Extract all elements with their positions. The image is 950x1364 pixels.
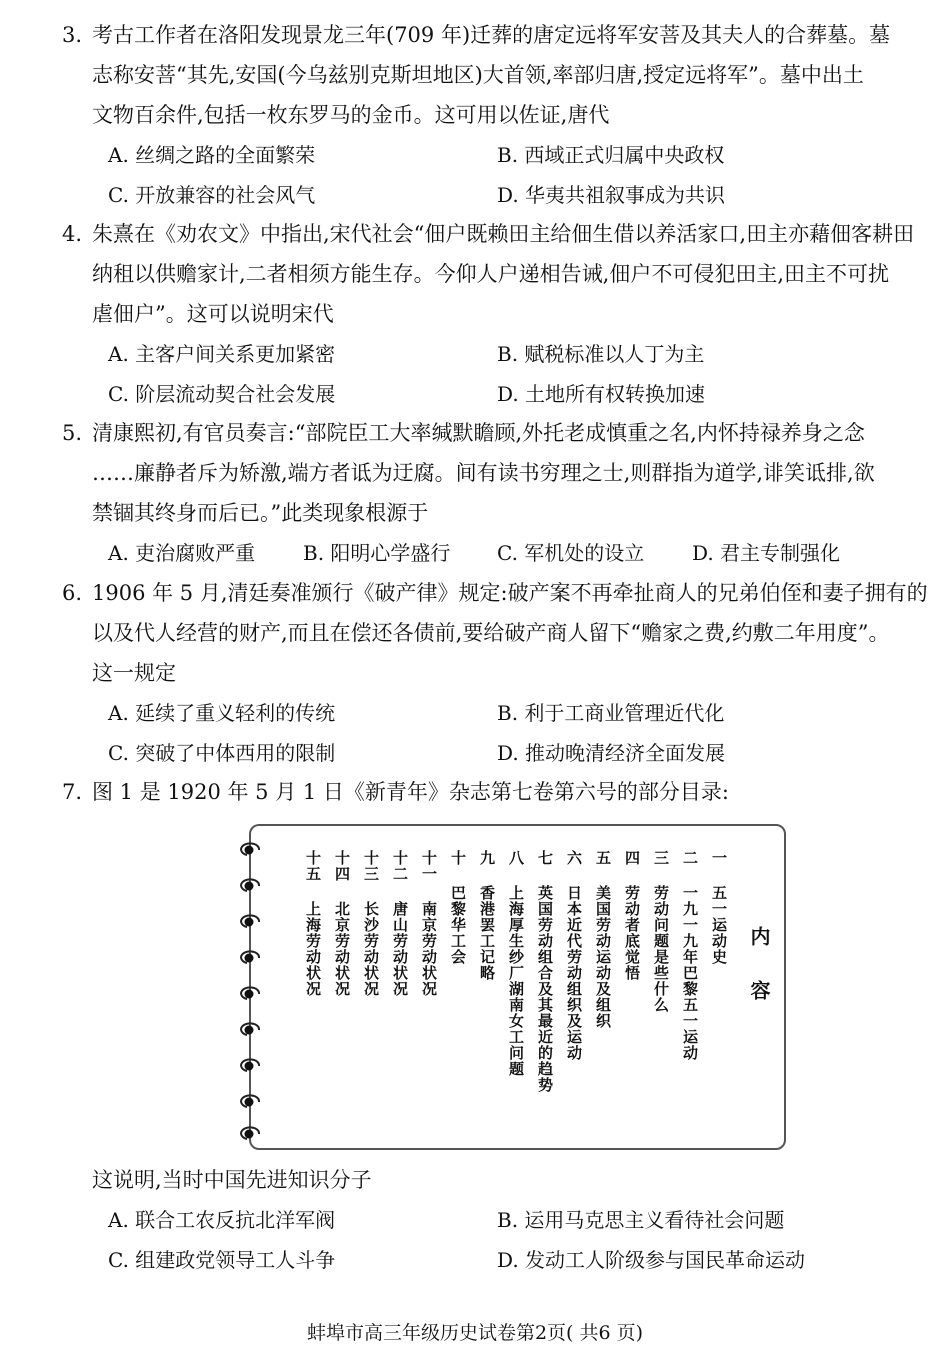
binder-ring [233, 986, 263, 1002]
q3-option-a: A. 丝绸之路的全面繁荣 [108, 143, 316, 167]
q6-option-a: A. 延续了重义轻利的传统 [108, 701, 336, 725]
toc-entry-7: 七 英国劳动组合及其最近的趋势 [536, 850, 554, 1093]
binder-ring [233, 878, 263, 894]
q7-option-a: A. 联合工农反抗北洋军阀 [108, 1208, 336, 1232]
q5-stem-line-3: 禁锢其终身而后已。”此类现象根源于 [92, 501, 429, 525]
toc-entry-1: 一 五一运动史 [710, 850, 728, 965]
q6-stem-line-1: 1906 年 5 月,清廷奏准颁行《破产律》规定:破产案不再牵扯商人的兄弟伯侄和妻子拥有的 [92, 581, 928, 605]
toc-entry-10: 十 巴黎华工会 [449, 850, 467, 965]
q5-stem-line-1: 清康熙初,有官员奏言:“部院臣工大率缄默瞻顾,外托老成慎重之名,内怀持禄养身之念 [92, 421, 865, 445]
q4-option-a: A. 主客户间关系更加紧密 [108, 342, 336, 366]
q7-stem-line: 图 1 是 1920 年 5 月 1 日《新青年》杂志第七卷第六号的部分目录: [92, 780, 730, 804]
binder-ring [233, 1126, 263, 1142]
toc-entry-9: 九 香港罢工记略 [478, 850, 496, 981]
q5-option-a: A. 吏治腐败严重 [108, 541, 256, 565]
binder-ring [233, 842, 263, 858]
binder-ring [233, 1094, 263, 1110]
q7-option-c: C. 组建政党领导工人斗争 [108, 1248, 336, 1272]
q7-option-d: D. 发动工人阶级参与国民革命运动 [497, 1248, 806, 1272]
q3-stem-line-1: 考古工作者在洛阳发现景龙三年(709 年)迁葬的唐定远将军安菩及其夫人的合葬墓。墓 [92, 23, 891, 47]
toc-entry-5: 五 美国劳动运动及组织 [594, 850, 612, 1029]
page-footer: 蚌埠市高三年级历史试卷第2页( 共6 页) [306, 1322, 644, 1344]
q5-option-c: C. 军机处的设立 [497, 541, 645, 565]
q7-number: 7. [62, 780, 83, 804]
q6-stem-line-3: 这一规定 [92, 661, 176, 685]
q3-option-d: D. 华夷共祖叙事成为共识 [497, 183, 726, 207]
binder-ring [233, 1022, 263, 1038]
figure-1-notebook [249, 824, 786, 1150]
q4-option-d: D. 土地所有权转换加速 [497, 382, 706, 406]
toc-entry-12: 十二 唐山劳动状况 [391, 850, 409, 997]
toc-entry-15: 十五 上海劳动状况 [304, 850, 322, 997]
q7-after-figure: 这说明,当时中国先进知识分子 [92, 1168, 372, 1192]
q4-number: 4. [62, 222, 83, 246]
q3-stem-line-2: 志称安菩“其先,安国(今乌兹别克斯坦地区)大首领,率部归唐,授定远将军”。墓中出土 [92, 63, 864, 87]
q5-number: 5. [62, 421, 83, 445]
toc-entry-13: 十三 长沙劳动状况 [362, 850, 380, 997]
q6-option-d: D. 推动晚清经济全面发展 [497, 741, 726, 765]
q5-option-b: B. 阳明心学盛行 [303, 541, 451, 565]
toc-entry-8: 八 上海厚生纱厂湖南女工问题 [507, 850, 525, 1077]
toc-entry-6: 六 日本近代劳动组织及运动 [565, 850, 583, 1061]
q6-option-c: C. 突破了中体西用的限制 [108, 741, 336, 765]
q4-option-c: C. 阶层流动契合社会发展 [108, 382, 336, 406]
q6-option-b: B. 利于工商业管理近代化 [497, 701, 725, 725]
toc-entry-4: 四 劳动者底觉悟 [623, 850, 641, 981]
q3-number: 3. [62, 23, 83, 47]
q4-option-b: B. 赋税标准以人丁为主 [497, 342, 705, 366]
toc-entry-3: 三 劳动问题是些什么 [652, 850, 670, 1013]
toc-entry-11: 十一 南京劳动状况 [420, 850, 438, 997]
q3-stem-line-3: 文物百余件,包括一枚东罗马的金币。这可用以佐证,唐代 [92, 103, 610, 127]
q7-option-b: B. 运用马克思主义看待社会问题 [497, 1208, 785, 1232]
q6-number: 6. [62, 581, 83, 605]
q3-option-b: B. 西域正式归属中央政权 [497, 143, 725, 167]
toc-entry-2: 二 一九一九年巴黎五一运动 [681, 850, 699, 1061]
q3-option-c: C. 开放兼容的社会风气 [108, 183, 316, 207]
binder-ring [233, 950, 263, 966]
toc-entry-14: 十四 北京劳动状况 [333, 850, 351, 997]
q5-stem-line-2: ……廉静者斥为矫激,端方者诋为迂腐。间有读书穷理之士,则群指为道学,诽笑诋排,欲 [92, 461, 875, 485]
binder-ring [233, 914, 263, 930]
q5-option-d: D. 君主专制强化 [692, 541, 841, 565]
q4-stem-line-1: 朱熹在《劝农文》中指出,宋代社会“佃户既赖田主给佃生借以养活家口,田主亦藉佃客耕田 [92, 222, 915, 246]
binder-ring [233, 1058, 263, 1074]
toc-heading: 内容 [747, 926, 771, 1034]
q6-stem-line-2: 以及代人经营的财产,而且在偿还各债前,要给破产商人留下“赡家之费,约敷二年用度”。 [92, 621, 890, 645]
q4-stem-line-2: 纳租以供赡家计,二者相须方能生存。今仰人户递相告诫,佃户不可侵犯田主,田主不可扰 [92, 262, 890, 286]
q4-stem-line-3: 虐佃户”。这可以说明宋代 [92, 302, 334, 326]
